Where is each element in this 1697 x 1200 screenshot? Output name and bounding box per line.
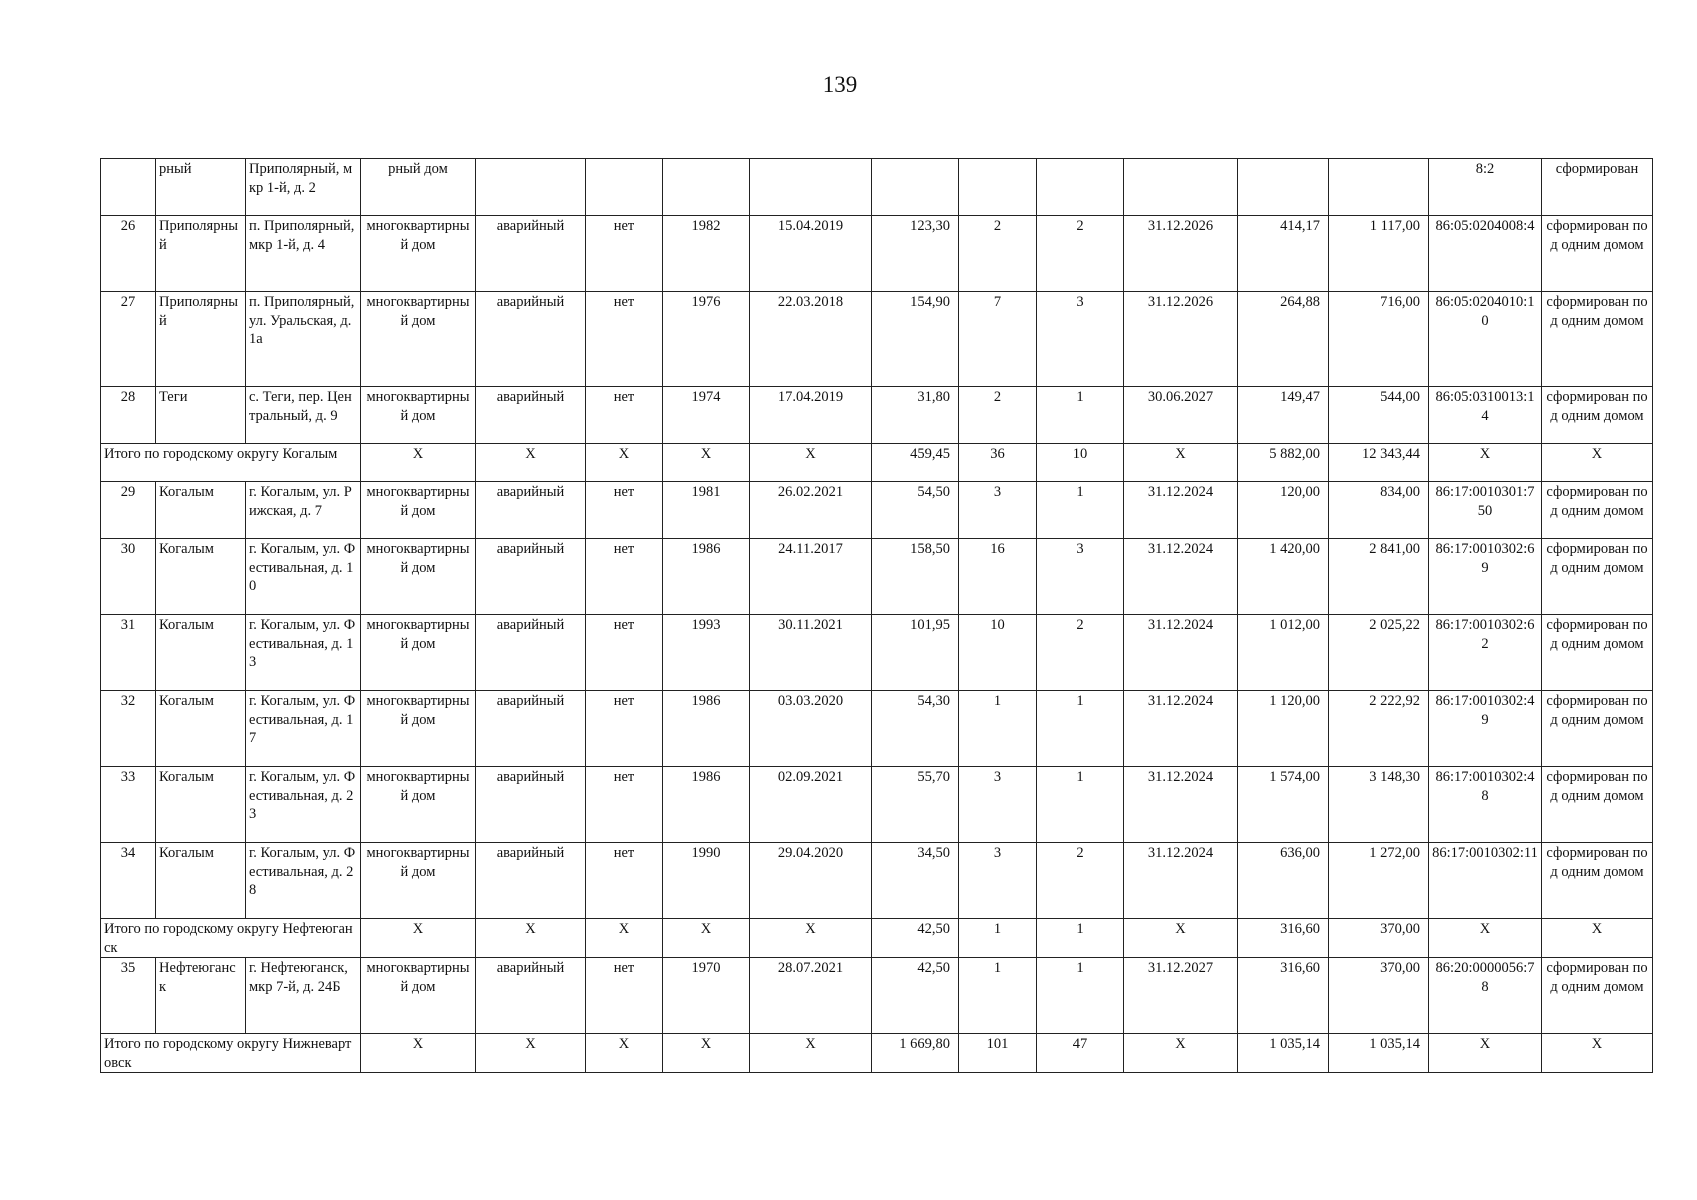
cell-residents: 101 [959,1034,1037,1073]
table-row [101,767,1653,843]
cell-address: г. Когалым, ул. Рижская, д. 7 [246,482,361,539]
cell-year: 1976 [663,292,750,387]
cell-status: аварийный [476,482,586,539]
cell-type: многоквартирный дом [361,387,476,444]
cell-year: 1982 [663,216,750,292]
cell-cadastral: 86:17:0010302:11 [1429,843,1542,919]
cell-no: 28 [101,387,156,444]
cell-address: п. Приполярный, мкр 1-й, д. 4 [246,216,361,292]
cell-recognized: 29.04.2020 [750,843,872,919]
cell-cultural: нет [586,843,663,919]
cell-type: X [361,444,476,482]
cell-area: 42,50 [872,958,959,1034]
cell-v2: 716,00 [1329,292,1429,387]
cell-cultural: X [586,444,663,482]
cell-area: 54,50 [872,482,959,539]
cell-v1: 414,17 [1238,216,1329,292]
cell-settlement: Приполярный [156,216,246,292]
cell-year: X [663,444,750,482]
cell-status: X [476,919,586,958]
cell-settlement: Нефтеюганск [156,958,246,1034]
cell-deadline: 31.12.2024 [1124,767,1238,843]
table-row [101,615,1653,691]
cell-status: аварийный [476,539,586,615]
cell-cultural: нет [586,387,663,444]
cell-recognized: 02.09.2021 [750,767,872,843]
cell-type: X [361,1034,476,1073]
cell-cultural: нет [586,292,663,387]
cell-rooms: 1 [1037,767,1124,843]
cell-cultural: X [586,1034,663,1073]
cell-type: многоквартирный дом [361,691,476,767]
cell-settlement: рный [156,159,246,216]
cell-deadline: 31.12.2024 [1124,843,1238,919]
table-row [101,539,1653,615]
cell-v2: 2 222,92 [1329,691,1429,767]
cell-cadastral: 8:2 [1429,159,1542,216]
cell-area: 42,50 [872,919,959,958]
cell-cadastral: 86:17:0010302:48 [1429,767,1542,843]
cell-cultural: нет [586,482,663,539]
table-row-total [101,919,1653,958]
cell-cadastral: 86:05:0204008:4 [1429,216,1542,292]
cell-v1: 1 012,00 [1238,615,1329,691]
cell-settlement: Когалым [156,482,246,539]
cell-area: 123,30 [872,216,959,292]
cell-cultural: нет [586,958,663,1034]
cell-address: г. Когалым, ул. Фестивальная, д. 23 [246,767,361,843]
cell-rooms: 1 [1037,919,1124,958]
cell-total-label: Итого по городскому округу Нефтеюганск [101,919,361,958]
cell-recognized: 22.03.2018 [750,292,872,387]
cell-v1: 149,47 [1238,387,1329,444]
cell-status: X [476,444,586,482]
cell-area: 55,70 [872,767,959,843]
cell-cadastral: 86:17:0010302:62 [1429,615,1542,691]
cell-no: 35 [101,958,156,1034]
cell-address: г. Когалым, ул. Фестивальная, д. 17 [246,691,361,767]
cell-deadline: X [1124,1034,1238,1073]
cell-residents: 7 [959,292,1037,387]
cell-v1: 1 420,00 [1238,539,1329,615]
cell-year: 1993 [663,615,750,691]
cell-rooms: 2 [1037,843,1124,919]
cell-residents [959,159,1037,216]
cell-residents: 2 [959,216,1037,292]
cell-area: 158,50 [872,539,959,615]
cell-deadline: 31.12.2026 [1124,216,1238,292]
cell-settlement: Когалым [156,691,246,767]
cell-cadastral: 86:05:0310013:14 [1429,387,1542,444]
page-number: 139 [822,72,858,97]
cell-area: 1 669,80 [872,1034,959,1073]
table-row [101,216,1653,292]
cell-cadastral: X [1429,1034,1542,1073]
cell-v2: 2 025,22 [1329,615,1429,691]
cell-cadastral: 86:05:0204010:10 [1429,292,1542,387]
cell-type: рный дом [361,159,476,216]
cell-v2: 1 035,14 [1329,1034,1429,1073]
cell-land: сформирован под одним домом [1542,843,1653,919]
cell-residents: 3 [959,767,1037,843]
table-row-total [101,1034,1653,1073]
cell-v1 [1238,159,1329,216]
table-row [101,482,1653,539]
cell-v1: 264,88 [1238,292,1329,387]
cell-deadline: 31.12.2024 [1124,691,1238,767]
table-row [101,843,1653,919]
cell-area: 154,90 [872,292,959,387]
cell-type: многоквартирный дом [361,292,476,387]
cell-total-label: Итого по городскому округу Когалым [101,444,361,482]
cell-residents: 2 [959,387,1037,444]
cell-v2: 2 841,00 [1329,539,1429,615]
cell-deadline: 31.12.2024 [1124,539,1238,615]
cell-v1: 636,00 [1238,843,1329,919]
cell-rooms: 3 [1037,539,1124,615]
cell-residents: 36 [959,444,1037,482]
cell-cadastral: X [1429,444,1542,482]
cell-v2: 3 148,30 [1329,767,1429,843]
cell-status [476,159,586,216]
cell-recognized: X [750,919,872,958]
cell-status: аварийный [476,958,586,1034]
cell-settlement: Когалым [156,539,246,615]
cell-address: г. Когалым, ул. Фестивальная, д. 13 [246,615,361,691]
cell-recognized: 28.07.2021 [750,958,872,1034]
cell-residents: 3 [959,843,1037,919]
cell-v1: 1 035,14 [1238,1034,1329,1073]
cell-type: многоквартирный дом [361,767,476,843]
cell-cultural: нет [586,539,663,615]
cell-year: X [663,919,750,958]
cell-year: 1986 [663,767,750,843]
cell-address: с. Теги, пер. Центральный, д. 9 [246,387,361,444]
table-row [101,292,1653,387]
cell-address: Приполярный, мкр 1-й, д. 2 [246,159,361,216]
cell-rooms: 2 [1037,615,1124,691]
table-row-total [101,444,1653,482]
cell-type: многоквартирный дом [361,539,476,615]
cell-v2 [1329,159,1429,216]
cell-land: сформирован под одним домом [1542,292,1653,387]
cell-status: аварийный [476,691,586,767]
cell-v1: 316,60 [1238,958,1329,1034]
cell-no: 27 [101,292,156,387]
cell-no: 31 [101,615,156,691]
cell-area: 54,30 [872,691,959,767]
cell-no: 26 [101,216,156,292]
cell-address: п. Приполярный, ул. Уральская, д. 1а [246,292,361,387]
cell-rooms: 3 [1037,292,1124,387]
cell-land: сформирован под одним домом [1542,482,1653,539]
cell-residents: 10 [959,615,1037,691]
cell-recognized: 03.03.2020 [750,691,872,767]
cell-cultural [586,159,663,216]
cell-status: аварийный [476,615,586,691]
cell-land: сформирован под одним домом [1542,767,1653,843]
cell-status: аварийный [476,292,586,387]
cell-land: сформирован под одним домом [1542,958,1653,1034]
cell-recognized: X [750,1034,872,1073]
cell-land: X [1542,919,1653,958]
cell-cultural: нет [586,216,663,292]
housing-table [100,158,1653,1073]
cell-year: X [663,1034,750,1073]
cell-year: 1974 [663,387,750,444]
cell-cultural: нет [586,615,663,691]
cell-v2: 1 272,00 [1329,843,1429,919]
cell-no: 33 [101,767,156,843]
cell-no: 30 [101,539,156,615]
cell-rooms: 47 [1037,1034,1124,1073]
cell-residents: 1 [959,691,1037,767]
cell-residents: 1 [959,919,1037,958]
cell-year [663,159,750,216]
cell-status: X [476,1034,586,1073]
cell-area [872,159,959,216]
cell-rooms: 1 [1037,691,1124,767]
cell-recognized: 30.11.2021 [750,615,872,691]
cell-v1: 1 120,00 [1238,691,1329,767]
table-row [101,387,1653,444]
cell-type: многоквартирный дом [361,482,476,539]
cell-settlement: Приполярный [156,292,246,387]
cell-deadline: 31.12.2027 [1124,958,1238,1034]
cell-recognized: 15.04.2019 [750,216,872,292]
cell-rooms: 1 [1037,482,1124,539]
cell-v1: 316,60 [1238,919,1329,958]
cell-v1: 120,00 [1238,482,1329,539]
cell-rooms: 1 [1037,387,1124,444]
cell-cultural: нет [586,767,663,843]
cell-v2: 1 117,00 [1329,216,1429,292]
cell-v2: 370,00 [1329,958,1429,1034]
table-row [101,958,1653,1034]
cell-recognized: 17.04.2019 [750,387,872,444]
cell-residents: 16 [959,539,1037,615]
cell-v1: 1 574,00 [1238,767,1329,843]
cell-status: аварийный [476,767,586,843]
cell-no: 29 [101,482,156,539]
cell-rooms: 1 [1037,958,1124,1034]
cell-settlement: Теги [156,387,246,444]
cell-cultural: X [586,919,663,958]
cell-year: 1990 [663,843,750,919]
table-row [101,691,1653,767]
table-body [101,159,1653,1073]
cell-settlement: Когалым [156,843,246,919]
cell-recognized: 24.11.2017 [750,539,872,615]
cell-status: аварийный [476,216,586,292]
cell-year: 1970 [663,958,750,1034]
cell-settlement: Когалым [156,615,246,691]
cell-v2: 834,00 [1329,482,1429,539]
cell-recognized: X [750,444,872,482]
cell-v1: 5 882,00 [1238,444,1329,482]
cell-deadline: 31.12.2024 [1124,482,1238,539]
cell-recognized: 26.02.2021 [750,482,872,539]
cell-year: 1981 [663,482,750,539]
cell-no: 32 [101,691,156,767]
cell-residents: 3 [959,482,1037,539]
cell-land: X [1542,1034,1653,1073]
cell-land: сформирован под одним домом [1542,216,1653,292]
cell-deadline: 31.12.2026 [1124,292,1238,387]
cell-cadastral: 86:17:0010302:49 [1429,691,1542,767]
cell-status: аварийный [476,843,586,919]
cell-land: сформирован под одним домом [1542,539,1653,615]
cell-v2: 12 343,44 [1329,444,1429,482]
cell-type: многоквартирный дом [361,615,476,691]
cell-deadline: X [1124,444,1238,482]
cell-type: многоквартирный дом [361,958,476,1034]
cell-cadastral: 86:17:0010301:750 [1429,482,1542,539]
cell-address: г. Когалым, ул. Фестивальная, д. 28 [246,843,361,919]
cell-deadline [1124,159,1238,216]
cell-v2: 544,00 [1329,387,1429,444]
cell-v2: 370,00 [1329,919,1429,958]
cell-cultural: нет [586,691,663,767]
cell-rooms: 10 [1037,444,1124,482]
cell-type: X [361,919,476,958]
cell-year: 1986 [663,691,750,767]
cell-total-label: Итого по городскому округу Нижневартовск [101,1034,361,1073]
cell-recognized [750,159,872,216]
cell-residents: 1 [959,958,1037,1034]
cell-deadline: X [1124,919,1238,958]
cell-land: сформирован под одним домом [1542,615,1653,691]
cell-cadastral: 86:20:0000056:78 [1429,958,1542,1034]
cell-year: 1986 [663,539,750,615]
cell-address: г. Когалым, ул. Фестивальная, д. 10 [246,539,361,615]
cell-deadline: 30.06.2027 [1124,387,1238,444]
cell-status: аварийный [476,387,586,444]
cell-land: сформирован под одним домом [1542,387,1653,444]
cell-no: 34 [101,843,156,919]
cell-deadline: 31.12.2024 [1124,615,1238,691]
cell-area: 101,95 [872,615,959,691]
cell-area: 459,45 [872,444,959,482]
cell-cadastral: 86:17:0010302:69 [1429,539,1542,615]
cell-cadastral: X [1429,919,1542,958]
cell-land: X [1542,444,1653,482]
cell-rooms [1037,159,1124,216]
cell-address: г. Нефтеюганск, мкр 7-й, д. 24Б [246,958,361,1034]
cell-type: многоквартирный дом [361,843,476,919]
cell-area: 34,50 [872,843,959,919]
cell-no [101,159,156,216]
cell-settlement: Когалым [156,767,246,843]
cell-area: 31,80 [872,387,959,444]
cell-type: многоквартирный дом [361,216,476,292]
table-row-continuation [101,159,1653,216]
cell-rooms: 2 [1037,216,1124,292]
cell-land: сформирован под одним домом [1542,691,1653,767]
cell-land: сформирован [1542,159,1653,216]
